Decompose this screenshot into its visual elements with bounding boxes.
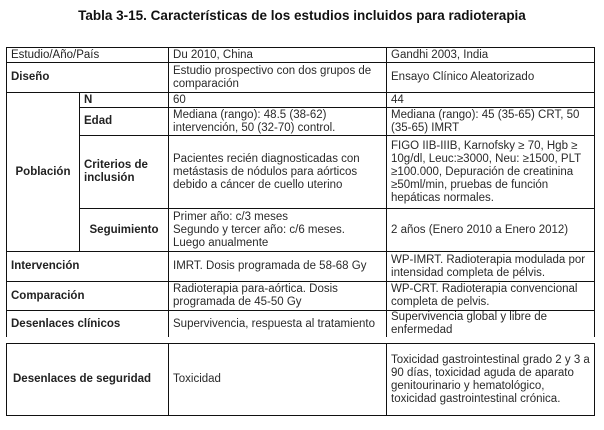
row-label-poblacion: Población: [7, 93, 80, 252]
criterios-study-1: Pacientes recién diagnosticadas con metástasis de nódulos para aórticos debido a cáncer de cuello uterino: [169, 136, 387, 209]
table-row-criterios: [7, 136, 595, 209]
n-study-2: 44: [387, 93, 595, 108]
table-row-desenlaces-clinicos: [7, 311, 595, 338]
sub-label-criterios: Criterios de inclusión: [80, 136, 169, 209]
intervencion-study-2: WP-IMRT. Radioterapia modulada por intensidad completa de pélvis.: [387, 252, 595, 282]
sub-label-edad: Edad: [80, 108, 169, 136]
table-row-desenlaces-seguridad: [7, 344, 595, 416]
sub-label-n: N: [80, 93, 169, 108]
row-label-desenlaces-seguridad: Desenlaces de seguridad: [7, 344, 169, 416]
header-label: Estudio/Año/País: [7, 48, 169, 63]
header-study-1: Du 2010, China: [169, 48, 387, 63]
study-characteristics-table: [6, 47, 595, 337]
desenlaces-seguridad-study-1: Toxicidad: [169, 344, 387, 416]
table-row-intervencion: [7, 252, 595, 282]
table-title: Tabla 3-15. Características de los estudios incluidos para radioterapia: [78, 8, 526, 23]
edad-study-2: Mediana (rango): 45 (35-65) CRT, 50 (35-65) IMRT: [387, 108, 595, 136]
header-study-2: Gandhi 2003, India: [387, 48, 595, 63]
n-study-1: 60: [169, 93, 387, 108]
row-label-desenlaces-clinicos: Desenlaces clínicos: [7, 311, 169, 338]
diseno-study-2: Ensayo Clínico Aleatorizado: [387, 63, 595, 93]
table-row-edad: [7, 108, 595, 136]
seguimiento-line-3: Luego anualmente: [173, 236, 269, 249]
table-row-comparacion: [7, 282, 595, 311]
criterios-study-2: FIGO IIB-IIIB, Karnofsky ≥ 70, Hgb ≥ 10g/dl, Leuc:≥3000, Neu: ≥1500, PLT ≥100.000, Depuración de creatinina ≥50ml/min, pruebas de función hepáticas normales.: [387, 136, 595, 209]
diseno-study-1: Estudio prospectivo con dos grupos de comparación: [169, 63, 387, 93]
desenlaces-clinicos-study-2: Supervivencia global y libre de enfermedad: [387, 311, 595, 338]
seguimiento-line-1: Primer año: c/3 meses: [173, 210, 289, 223]
intervencion-study-1: IMRT. Dosis programada de 58-68 Gy: [169, 252, 387, 282]
edad-study-1: Mediana (rango): 48.5 (38-62) intervención, 50 (32-70) control.: [169, 108, 387, 136]
table-row-seguimiento: [7, 209, 595, 252]
seguimiento-study-1: [169, 209, 387, 252]
header-row: [7, 48, 595, 63]
seguimiento-study-2: 2 años (Enero 2010 a Enero 2012): [387, 209, 595, 252]
desenlaces-seguridad-study-2: Toxicidad gastrointestinal grado 2 y 3 a 90 días, toxicidad aguda de aparato genitourinario y hematológico, toxicidad gastrointestinal crónica.: [387, 344, 595, 416]
table-row-diseno: [7, 63, 595, 93]
study-characteristics-table-continued: [6, 343, 595, 416]
desenlaces-clinicos-study-1: Supervivencia, respuesta al tratamiento: [169, 311, 387, 338]
row-label-intervencion: Intervención: [7, 252, 169, 282]
seguimiento-line-2: Segundo y tercer año: c/6 meses.: [173, 223, 345, 236]
comparacion-study-1: Radioterapia para-aórtica. Dosis programada de 45-50 Gy: [169, 282, 387, 311]
row-label-diseno: Diseño: [7, 63, 169, 93]
table-row-n: [7, 93, 595, 108]
sub-label-seguimiento: Seguimiento: [80, 209, 169, 252]
row-label-comparacion: Comparación: [7, 282, 169, 311]
comparacion-study-2: WP-CRT. Radioterapia convencional completa de pelvis.: [387, 282, 595, 311]
